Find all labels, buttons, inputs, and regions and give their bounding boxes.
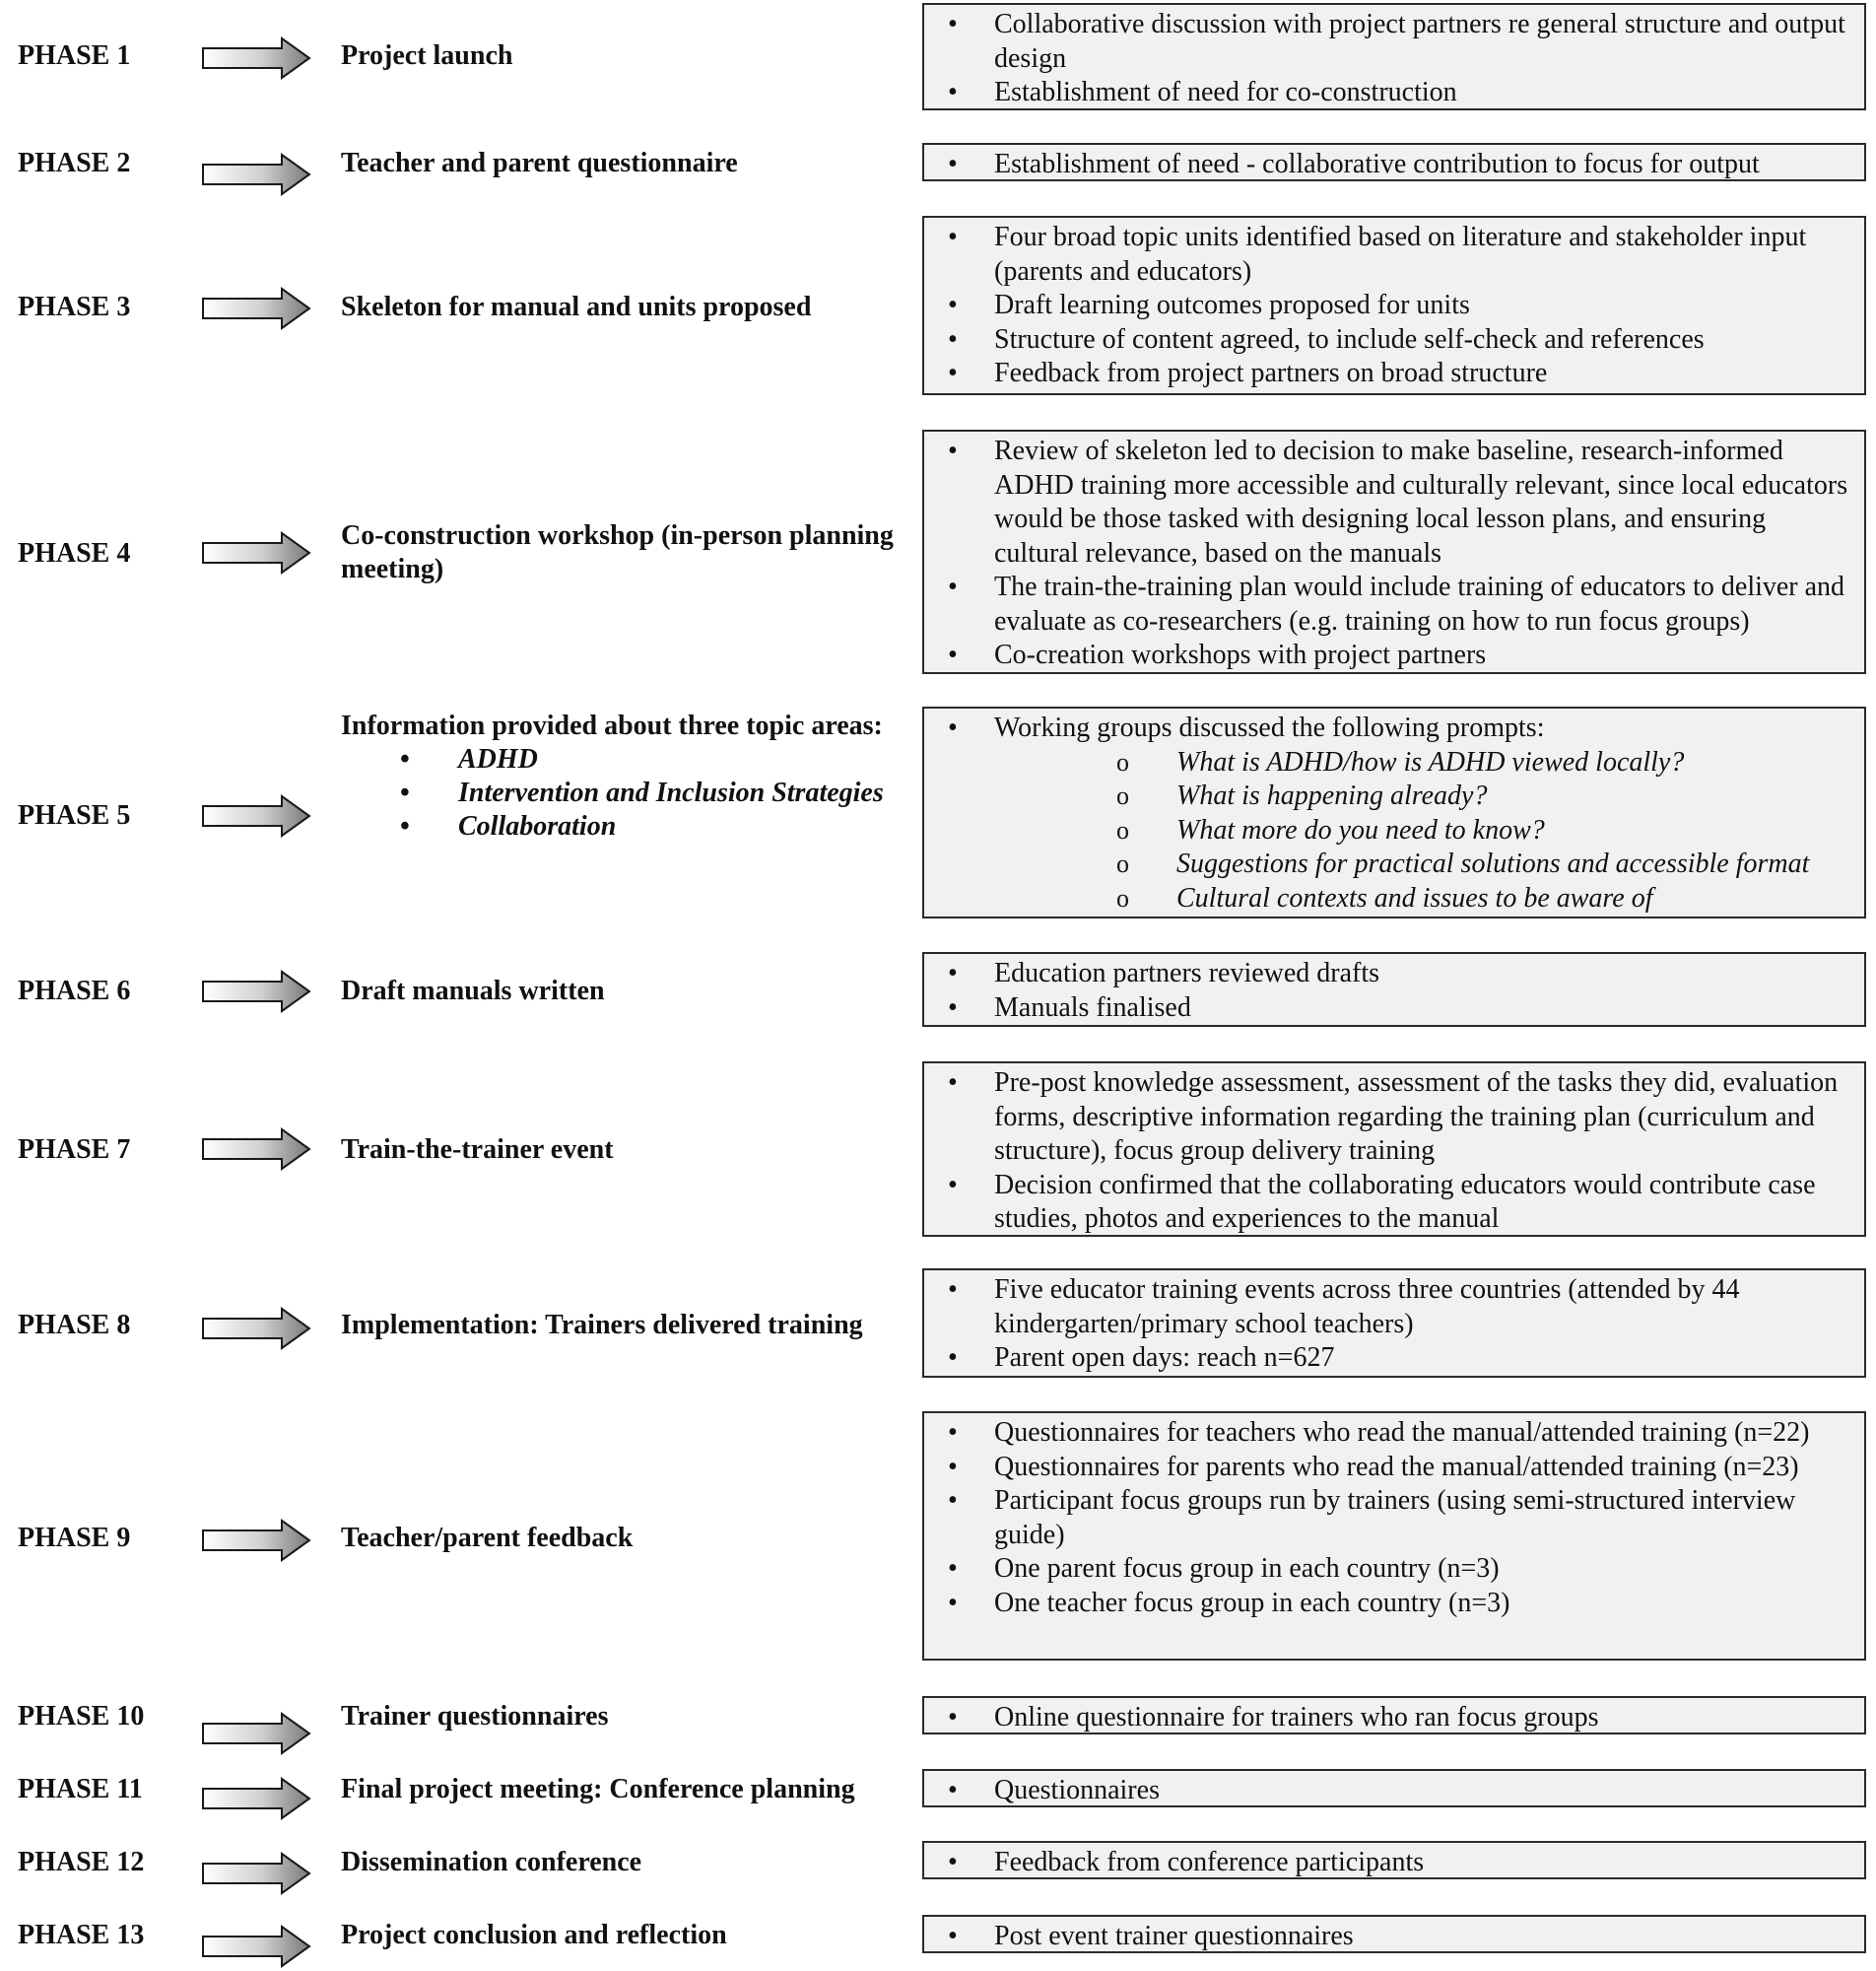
- detail-bullet: • Pre-post knowledge assessment, assessment of the tasks they did, evaluation forms, descriptive information regarding the training plan (curriculum and structure), focus group delivery training: [924, 1066, 1854, 1169]
- phase-label-10: PHASE 10: [18, 1701, 145, 1732]
- phase-detail-box-2: [922, 143, 1866, 181]
- right-arrow-icon: [201, 36, 311, 80]
- phase-label-7: PHASE 7: [18, 1134, 131, 1165]
- phase-title-7: [341, 1133, 912, 1167]
- detail-bullet: • Working groups discussed the following prompts:: [924, 712, 1854, 746]
- detail-bullet-list: [924, 1273, 1854, 1376]
- phase-title-1: [341, 39, 912, 73]
- phase-title-text: Implementation: Trainers delivered training: [341, 1310, 863, 1340]
- detail-bullet: • Review of skeleton led to decision to make baseline, research-informed ADHD training more accessible and culturally relevant, since local educators would be those tasked with designing local lesson plans, and ensuring cultural relevance, based on the manuals: [924, 435, 1854, 571]
- phase-label-2: PHASE 2: [18, 148, 131, 178]
- right-arrow-icon: [201, 1925, 311, 1968]
- phase-label-1: PHASE 1: [18, 40, 131, 71]
- prompt-item: o Suggestions for practical solutions and accessible format: [924, 848, 1854, 882]
- phase-detail-box-3: [922, 216, 1866, 395]
- phase-detail-box-11: [922, 1769, 1866, 1807]
- topic-area-item: • ADHD: [341, 743, 912, 777]
- phase-title-9: [341, 1522, 912, 1555]
- prompt-item: o What is happening already?: [924, 780, 1854, 814]
- phase-title-13: [341, 1919, 912, 1952]
- phase-title-text: Project launch: [341, 40, 513, 71]
- phase-title-text: Skeleton for manual and units proposed: [341, 292, 812, 322]
- phase-title-6: [341, 975, 912, 1008]
- phase-title-10: [341, 1700, 912, 1733]
- detail-bullet-list: [924, 1416, 1854, 1620]
- phase-label-13: PHASE 13: [18, 1920, 145, 1950]
- phase-title-11: [341, 1773, 912, 1806]
- detail-bullet: • Decision confirmed that the collaborating educators would contribute case studies, photos and experiences to the manual: [924, 1169, 1854, 1237]
- detail-bullet-list: [924, 435, 1854, 673]
- phase-detail-box-6: [922, 952, 1866, 1027]
- prompt-item: o What more do you need to know?: [924, 814, 1854, 849]
- prompt-item: o Cultural contexts and issues to be aware of: [924, 882, 1854, 917]
- phase-title-text: Co-construction workshop (in-person planning meeting): [341, 520, 894, 584]
- phase-label-3: PHASE 3: [18, 292, 131, 322]
- detail-bullet-list: [924, 957, 1854, 1025]
- detail-bullet: • One teacher focus group in each country (n=3): [924, 1587, 1854, 1621]
- right-arrow-icon: [201, 1777, 311, 1820]
- detail-bullet: • One parent focus group in each country (n=3): [924, 1552, 1854, 1587]
- detail-bullet: • Four broad topic units identified based on literature and stakeholder input (parents and educators): [924, 221, 1854, 289]
- detail-bullet: • Parent open days: reach n=627: [924, 1341, 1854, 1376]
- phase-title-text: Teacher/parent feedback: [341, 1523, 634, 1553]
- detail-bullet-list: [924, 1774, 1854, 1808]
- phase-detail-box-4: [922, 430, 1866, 674]
- right-arrow-icon: [201, 531, 311, 575]
- phase-detail-box-8: [922, 1268, 1866, 1378]
- phase-title-text: Trainer questionnaires: [341, 1701, 609, 1732]
- detail-bullet: • Post event trainer questionnaires: [924, 1920, 1854, 1954]
- detail-bullet: • Questionnaires for teachers who read the manual/attended training (n=22): [924, 1416, 1854, 1451]
- detail-bullet: • Questionnaires for parents who read the manual/attended training (n=23): [924, 1451, 1854, 1485]
- detail-bullet-list: [924, 1846, 1854, 1880]
- detail-bullet: • Establishment of need - collaborative contribution to focus for output: [924, 148, 1854, 182]
- right-arrow-icon: [201, 1852, 311, 1895]
- phase-title-text: Information provided about three topic areas:: [341, 711, 883, 741]
- detail-bullet: • Establishment of need for co-construction: [924, 76, 1854, 110]
- phase-label-5: PHASE 5: [18, 800, 131, 831]
- detail-bullet: • Feedback from conference participants: [924, 1846, 1854, 1880]
- right-arrow-icon: [201, 153, 311, 196]
- detail-bullet: • Draft learning outcomes proposed for units: [924, 289, 1854, 323]
- detail-bullet-list: [924, 8, 1854, 110]
- right-arrow-icon: [201, 1307, 311, 1350]
- detail-bullet-list: [924, 148, 1854, 182]
- phase-title-12: [341, 1846, 912, 1879]
- phase-title-text: Project conclusion and reflection: [341, 1920, 727, 1950]
- phase-detail-box-10: [922, 1696, 1866, 1734]
- detail-bullet: • Education partners reviewed drafts: [924, 957, 1854, 991]
- detail-bullet-list: [924, 1066, 1854, 1237]
- phase-title-text: Teacher and parent questionnaire: [341, 148, 738, 178]
- phase-detail-box-5: [922, 707, 1866, 918]
- phase-title-3: [341, 291, 912, 324]
- right-arrow-icon: [201, 794, 311, 838]
- phase-title-text: Dissemination conference: [341, 1847, 642, 1877]
- topic-area-list: [341, 743, 912, 844]
- right-arrow-icon: [201, 1712, 311, 1755]
- topic-area-item: • Intervention and Inclusion Strategies: [341, 777, 912, 810]
- detail-bullet: • Participant focus groups run by trainers (using semi-structured interview guide): [924, 1484, 1854, 1552]
- right-arrow-icon: [201, 1127, 311, 1171]
- phase-detail-box-1: [922, 3, 1866, 110]
- prompt-list: [924, 746, 1854, 917]
- phase-title-8: [341, 1309, 912, 1342]
- detail-bullet: • Co-creation workshops with project partners: [924, 639, 1854, 673]
- right-arrow-icon: [201, 1519, 311, 1562]
- phase-detail-box-7: [922, 1061, 1866, 1237]
- phase-label-12: PHASE 12: [18, 1847, 145, 1877]
- phase-label-4: PHASE 4: [18, 538, 131, 569]
- detail-bullet: • The train-the-training plan would include training of educators to deliver and evaluate as co-researchers (e.g. training on how to run focus groups): [924, 571, 1854, 639]
- detail-bullet-list: [924, 1701, 1854, 1735]
- phase-title-5: [341, 710, 912, 844]
- phase-detail-box-13: [922, 1915, 1866, 1953]
- phase-label-8: PHASE 8: [18, 1310, 131, 1340]
- detail-bullet: • Questionnaires: [924, 1774, 1854, 1808]
- phase-title-text: Train-the-trainer event: [341, 1134, 614, 1165]
- right-arrow-icon: [201, 287, 311, 330]
- detail-bullet: • Online questionnaire for trainers who ran focus groups: [924, 1701, 1854, 1735]
- phase-title-2: [341, 147, 912, 180]
- phase-detail-box-12: [922, 1841, 1866, 1879]
- phase-title-text: Final project meeting: Conference planning: [341, 1774, 855, 1804]
- phase-title-4: [341, 519, 912, 586]
- topic-area-item: • Collaboration: [341, 810, 912, 844]
- phase-label-11: PHASE 11: [18, 1774, 143, 1804]
- detail-bullet: • Collaborative discussion with project partners re general structure and output design: [924, 8, 1854, 76]
- detail-bullet: • Structure of content agreed, to include self-check and references: [924, 323, 1854, 358]
- detail-bullet: • Manuals finalised: [924, 991, 1854, 1026]
- phase-label-6: PHASE 6: [18, 976, 131, 1006]
- phase-label-9: PHASE 9: [18, 1523, 131, 1553]
- phase-title-text: Draft manuals written: [341, 976, 605, 1006]
- detail-bullet: • Feedback from project partners on broad structure: [924, 357, 1854, 391]
- prompt-item: o What is ADHD/how is ADHD viewed locally?: [924, 746, 1854, 781]
- detail-bullet-list: [924, 712, 1854, 746]
- detail-bullet-list: [924, 1920, 1854, 1954]
- right-arrow-icon: [201, 970, 311, 1013]
- detail-bullet-list: [924, 221, 1854, 391]
- phase-detail-box-9: [922, 1411, 1866, 1661]
- detail-bullet: • Five educator training events across three countries (attended by 44 kindergarten/primary school teachers): [924, 1273, 1854, 1341]
